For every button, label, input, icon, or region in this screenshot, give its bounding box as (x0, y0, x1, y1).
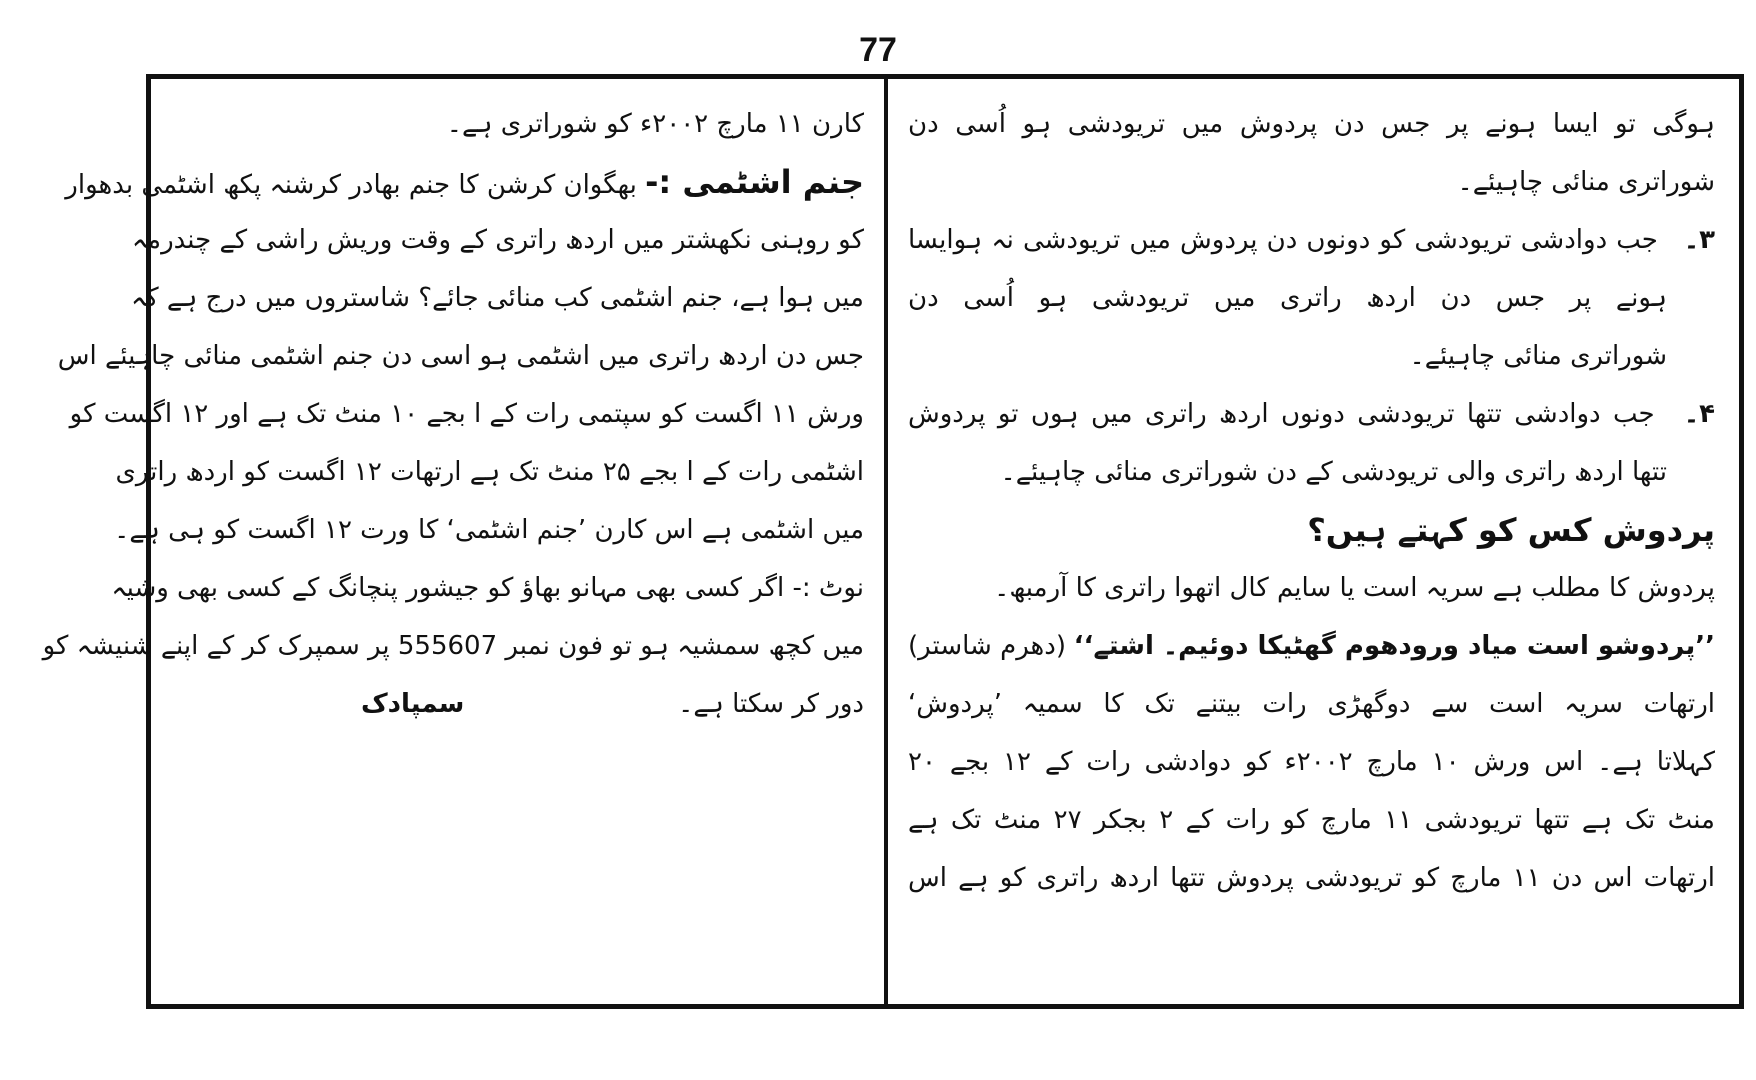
left-line-6: ورش ۱۱ اگست کو سپتمی رات کے ا بجے ۱۰ منٹ تک ہے اور ۱۲ اگست کو (69, 399, 864, 429)
text-frame (42, 74, 1744, 1009)
right-line-3 (908, 211, 1715, 269)
right-line-2: شوراتری منائی چاہیئے۔ (1457, 167, 1715, 197)
left-line-10: میں کچھ سمشیہ ہو تو فون نمبر 555607 پر سمپرک کر کے اپنے شنیشہ کو (42, 631, 864, 661)
left-line-3: کو روہنی نکھشتر میں اردھ راتری کے وقت وریش راشی کے چندرمہ (131, 225, 864, 255)
right-line-5: شوراتری منائی چاہیئے۔ (1409, 341, 1667, 371)
right-line-1: ہوگی تو ایسا ہونے پر جس دن پردوش میں تریودشی ہو اُسی دن (908, 109, 1715, 139)
quote-source: (دھرم شاستر) (908, 631, 1066, 661)
right-line-10 (908, 617, 1715, 675)
right-column (888, 79, 1739, 1004)
left-line-11 (171, 675, 864, 733)
janam-ashtami-heading: جنم اشٹمی :- (645, 163, 864, 201)
left-line-11-text: دور کر سکتا ہے۔ (678, 689, 864, 719)
right-line-11: ارتھات سریہ است سے دوگھڑی رات بیتنے تک کا سمیہ ’پردوش‘ (908, 689, 1715, 719)
item-number-3: ۳۔ (1683, 225, 1715, 255)
left-line-8: میں اشٹمی ہے اس کارن ’جنم اشٹمی‘ کا ورت ۱۲ اگست کو ہی ہے۔ (114, 515, 864, 545)
right-line-3-text: جب دوادشی تریودشی کو دونوں دن پردوش میں تریودشی نہ ہوایسا (908, 225, 1658, 255)
left-line-7: اشٹمی رات کے ا بجے ۲۵ منٹ تک ہے ارتھات ۱۲ اگست کو اردھ راتری (115, 457, 864, 487)
right-line-12: کہلاتا ہے۔ اس ورش ۱۰ مارچ ۲۰۰۲ء کو دوادشی رات کے ۱۲ بجے ۲۰ (908, 747, 1715, 777)
left-line-2 (65, 153, 864, 211)
left-line-1: کارن ۱۱ مارچ ۲۰۰۲ء کو شوراتری ہے۔ (446, 109, 864, 139)
right-line-14: ارتھات اس دن ۱۱ مارچ کو تریودشی پردوش تتھا اردھ راتری کو ہے اس (908, 863, 1716, 893)
right-line-6-text: جب دوادشی تتھا تریودشی دونوں اردھ راتری میں ہوں تو پردوش (908, 399, 1655, 429)
right-line-4: ہونے پر جس دن اردھ راتری میں تریودشی ہو اُسی دن (908, 283, 1667, 313)
right-line-13: منٹ تک ہے تتھا تریودشی ۱۱ مارچ کو رات کے ۲ بجکر ۲۷ منٹ تک ہے (908, 805, 1715, 835)
right-line-6 (908, 385, 1715, 443)
left-line-9: نوٹ :- اگر کسی بھی مہانو بھاؤ کو جیشور پنچانگ کے کسی بھی وشیہ (111, 573, 864, 603)
pradosh-heading: پردوش کس کو کہتے ہیں؟ (1307, 511, 1715, 549)
right-line-7: تتھا اردھ راتری والی تریودشی کے دن شوراتری منائی چاہیئے۔ (1000, 457, 1667, 487)
right-line-9: پردوش کا مطلب ہے سریہ است یا سایم کال اتھوا راتری کا آرمبھ۔ (994, 573, 1715, 603)
left-line-2-text: بھگوان کرشن کا جنم بھادر کرشنہ پکھ اشٹمی بدھوار (65, 170, 637, 200)
left-line-5: جس دن اردھ راتری میں اشٹمی ہو اسی دن جنم اشٹمی منائی چاہیئے اس (57, 341, 864, 371)
left-line-4: میں ہوا ہے، جنم اشٹمی کب منائی جائے؟ شاستروں میں درج ہے کہ (131, 283, 864, 313)
page-number: 77 (859, 31, 897, 69)
sanskrit-quote: ’’پردوشو است میاد ورودھوم گھٹیکا دوئیم۔ اشتے‘‘ (1073, 631, 1715, 661)
left-column (42, 79, 884, 1004)
editor-signature: سمپادک (361, 689, 465, 719)
item-number-4: ۴۔ (1683, 399, 1716, 429)
